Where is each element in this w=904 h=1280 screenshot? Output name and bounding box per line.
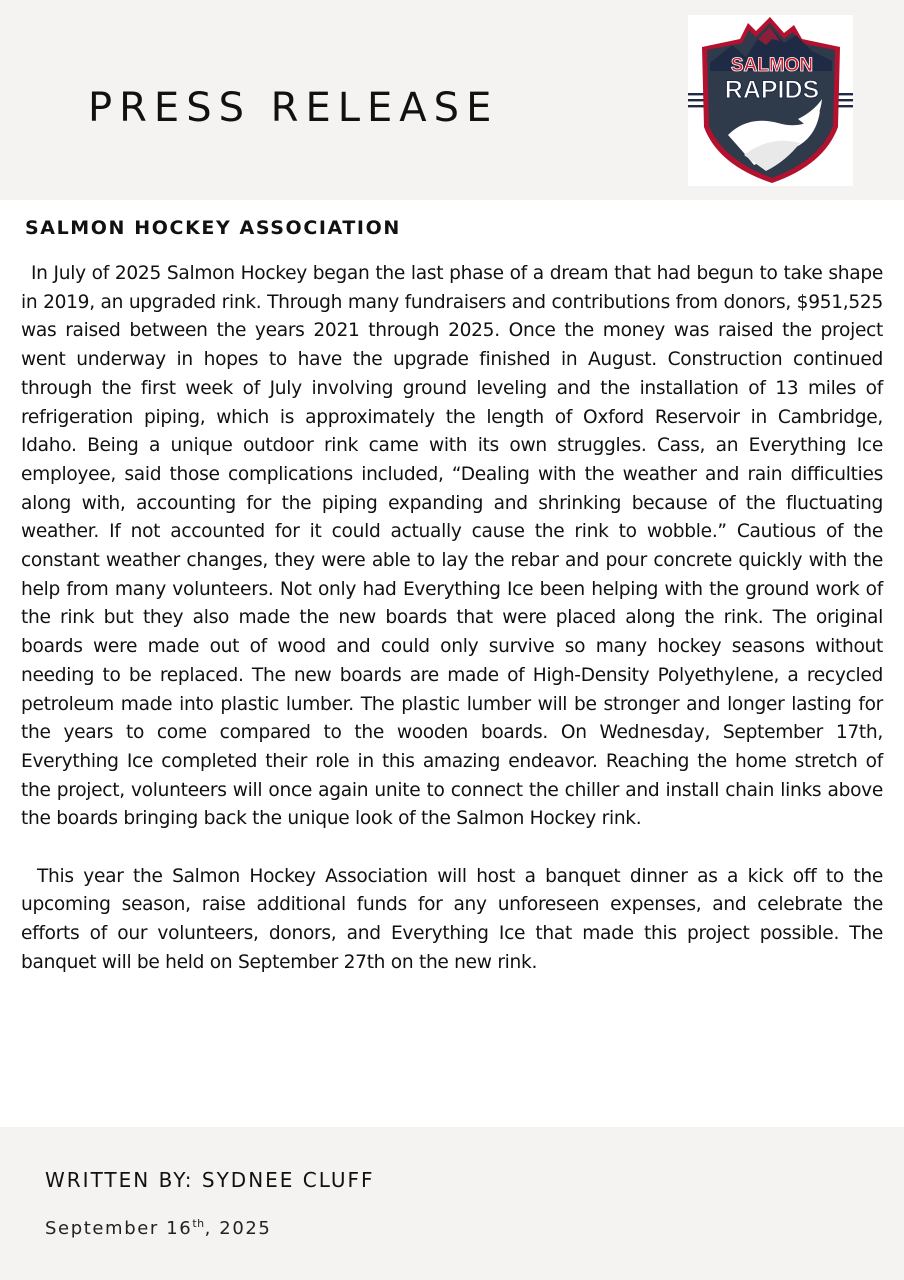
date-month-day: September 16 [45,1218,193,1239]
salmon-rapids-logo [688,15,853,186]
footer-band [0,1127,904,1280]
date-ordinal: th [192,1217,205,1230]
article-body [21,260,883,978]
logo-text-salmon: SALMON [730,55,814,76]
article-paragraph: In July of 2025 Salmon Hockey began the last phase of a dream that had begun to take shape in 2019, an upgraded rink. Through many fundraisers and contributions from donors, $951,525 was raised between the years 2021 through 2025. Once the money was raised the project went underway in hopes to have the upgrade finished in August. Construction continued through the first week of July involving ground leveling and the installation of 13 miles of refrigeration piping, which is approximately the length of Oxford Reservoir in Cambridge, Idaho. Being a unique outdoor rink came with its own struggles. Cass, an Everything Ice employee, said those complications included, “Dealing with the weather and rain difficulties along with, accounting for the piping expanding and shrinking because of the fluctuating weather. If not accounted for it could actually cause the rink to wobble.” Cautious of the constant weather changes, they were able to lay the rebar and pour concrete quickly with the help from many volunteers. Not only had Everything Ice been helping with the ground work of the rink but they also made the new boards that were placed along the rink. The original boards were made out of wood and could only survive so many hockey seasons without needing to be replaced. The new boards are made of High-Density Polyethylene, a recycled petroleum made into plastic lumber. The plastic lumber will be stronger and longer lasting for the years to come compared to the wooden boards. On Wednesday, September 17th, Everything Ice completed their role in this amazing endeavor. Reaching the home stretch of the project, volunteers will once again unite to connect the chiller and install chain links above the boards bringing back the unique look of the Salmon Hockey rink. [21,263,883,830]
logo-text-rapids: RAPIDS [724,76,820,104]
publish-date [45,1210,271,1243]
date-year: , 2025 [204,1218,272,1239]
author-byline: WRITTEN BY: SYDNEE CLUFF [45,1168,375,1192]
article-paragraph: This year the Salmon Hockey Association will host a banquet dinner as a kick off to the upcoming season, raise additional funds for any unforeseen expenses, and celebrate the efforts of our volunteers, donors, and Everything Ice that made this project possible. The banquet will be held on September 27th on the new rink. [21,865,883,973]
article-heading: SALMON HOCKEY ASSOCIATION [25,217,401,239]
page-title: PRESS RELEASE [88,85,499,131]
